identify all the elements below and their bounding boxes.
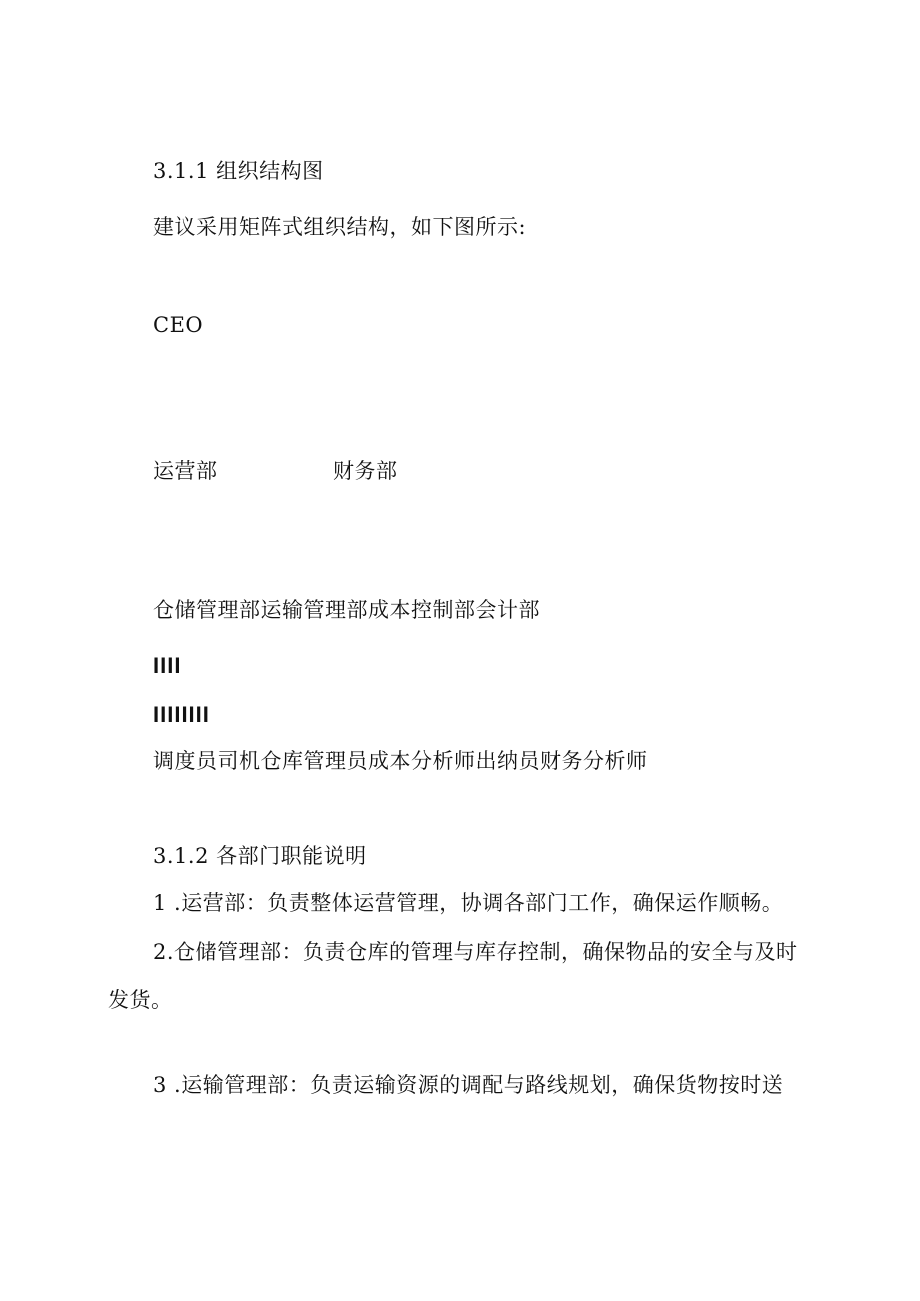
- list-item-3: 3 .运输管理部：负责运输资源的调配与路线规划，确保货物按时送: [153, 1073, 784, 1097]
- list-item-2-line-2: 发货。: [108, 988, 173, 1012]
- section-heading-3-1-2: 3.1.2 各部门职能说明: [153, 844, 367, 868]
- org-roles: 调度员司机仓库管理员成本分析师出纳员财务分析师: [153, 749, 648, 773]
- org-sub-departments: 仓储管理部运输管理部成本控制部会计部: [153, 598, 540, 622]
- org-dept-finance: 财务部: [333, 459, 398, 483]
- list-item-1: 1 .运营部：负责整体运营管理，协调各部门工作，确保运作顺畅。: [153, 891, 784, 915]
- org-ceo-label: CEO: [153, 313, 204, 337]
- org-connector-row-1: IIII: [153, 653, 182, 678]
- list-item-2-line-1: 2.仓储管理部：负责仓库的管理与库存控制，确保物品的安全与及时: [153, 940, 798, 964]
- org-connector-row-2: IIIIIIII: [153, 702, 210, 727]
- intro-paragraph: 建议采用矩阵式组织结构，如下图所示:: [153, 215, 527, 239]
- org-dept-operations: 运营部: [153, 459, 218, 483]
- section-heading-3-1-1: 3.1.1 组织结构图: [153, 159, 324, 183]
